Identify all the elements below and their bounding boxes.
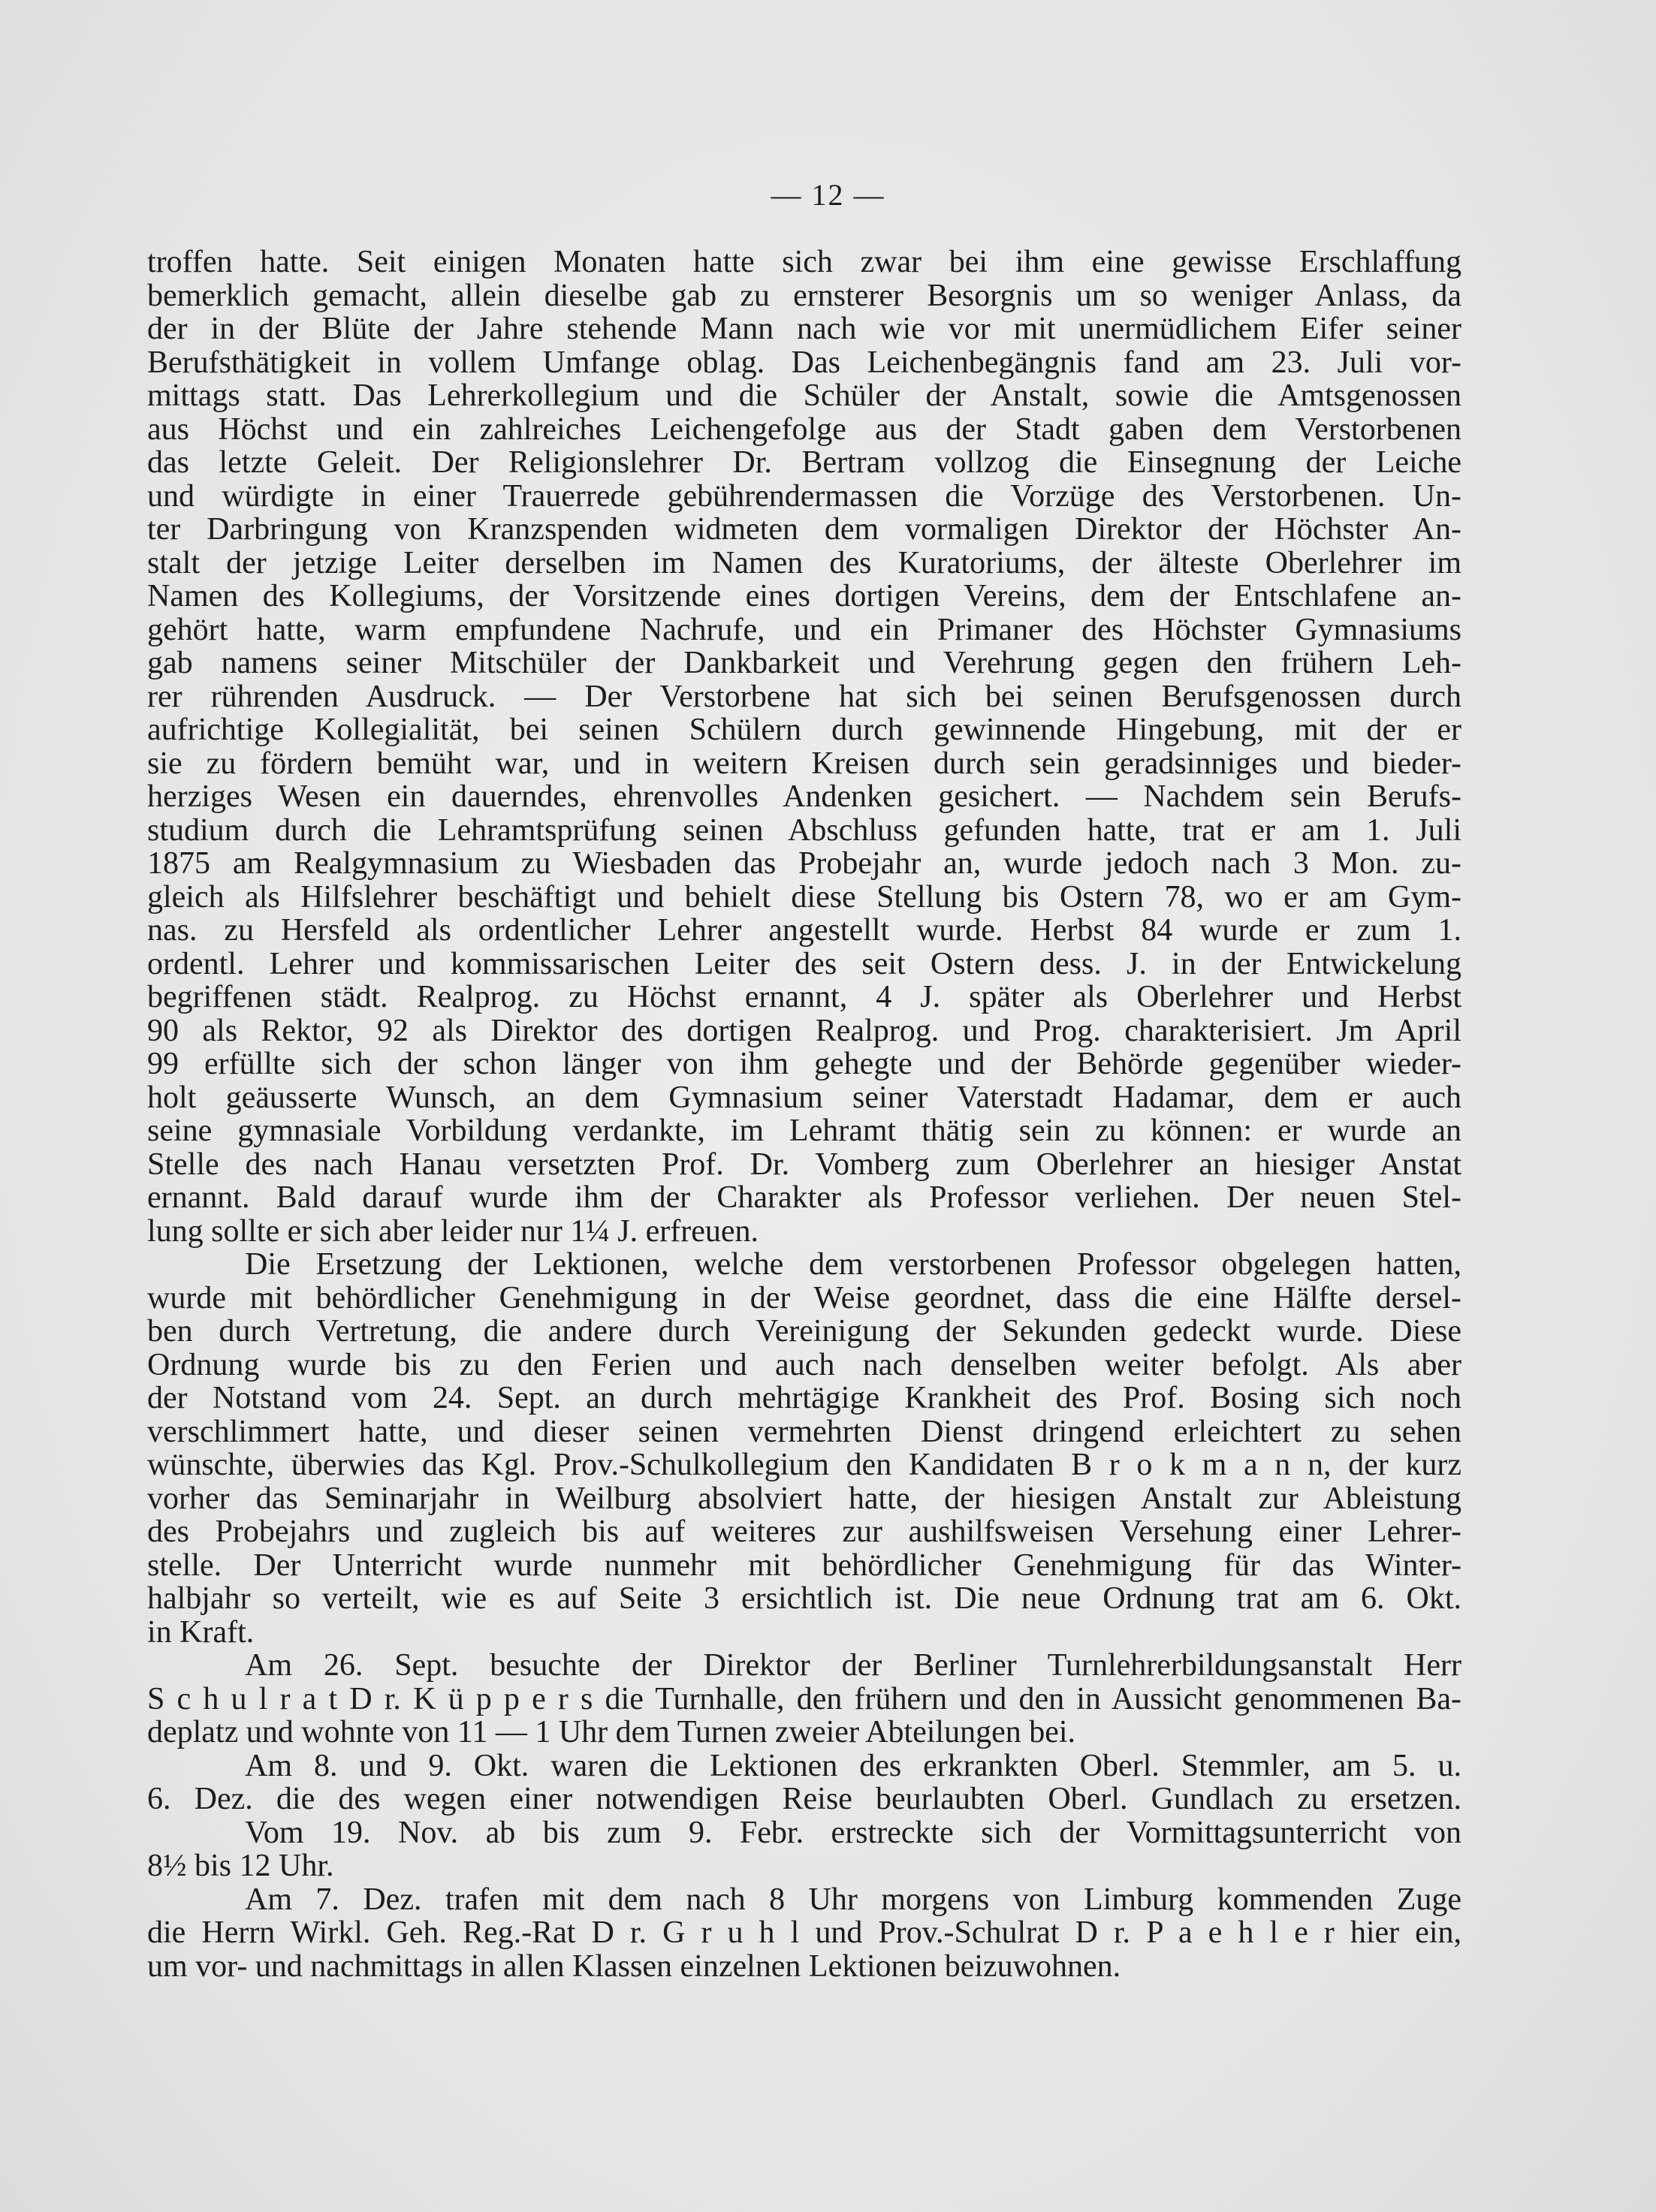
text-line: herziges Wesen ein dauerndes, ehrenvolles Andenken gesichert. — Nachdem sein Berufs-: [147, 779, 1461, 814]
text-line: mittags statt. Das Lehrerkollegium und die Schüler der Anstalt, sowie die Amtsgenossen: [147, 378, 1461, 413]
text-line: Am 8. und 9. Okt. waren die Lektionen des erkrankten Oberl. Stemmler, am 5. u.: [245, 1748, 1461, 1783]
text-line: 1875 am Realgymnasium zu Wiesbaden das Probejahr an, wurde jedoch nach 3 Mon. zu-: [147, 846, 1461, 881]
text-line: sie zu fördern bemüht war, und in weitern Kreisen durch sein geradsinniges und bieder-: [147, 746, 1461, 781]
text-line: wünschte, überwies das Kgl. Prov.-Schulkollegium den Kandidaten B r o k m a n n, der kurz: [147, 1448, 1461, 1482]
text-line: des Probejahrs und zugleich bis auf weiteres zur aushilfsweisen Versehung einer Lehrer-: [147, 1514, 1461, 1549]
text-line: verschlimmert hatte, und dieser seinen vermehrten Dienst dringend erleichtert zu sehen: [147, 1414, 1461, 1449]
text-line: wurde mit behördlicher Genehmigung in der Weise geordnet, dass die eine Hälfte dersel-: [147, 1280, 1461, 1315]
text-line: gehört hatte, warm empfundene Nachrufe, und ein Primaner des Höchster Gymnasiums: [147, 612, 1461, 647]
text-line: lung sollte er sich aber leider nur 1¼ J. erfreuen.: [147, 1213, 759, 1249]
text-line: der Notstand vom 24. Sept. an durch mehrtägige Krankheit des Prof. Bosing sich noch: [147, 1381, 1461, 1415]
text-line: studium durch die Lehramtsprüfung seinen Abschluss gefunden hatte, trat er am 1. Juli: [147, 812, 1461, 848]
text-line: troffen hatte. Seit einigen Monaten hatte sich zwar bei ihm eine gewisse Erschlaffung: [147, 245, 1461, 279]
text-line: Am 7. Dez. trafen mit dem nach 8 Uhr morgens von Limburg kommenden Zuge: [245, 1882, 1461, 1917]
text-line: um vor- und nachmittags in allen Klassen einzelnen Lektionen beizuwohnen.: [147, 1948, 1121, 1984]
text-line: begriffenen städt. Realprog. zu Höchst ernannt, 4 J. später als Oberlehrer und Herbst: [147, 980, 1461, 1014]
page-number: — 12 —: [771, 178, 885, 212]
text-line: vorher das Seminarjahr in Weilburg absolviert hatte, der hiesigen Anstalt zur Ableistung: [147, 1481, 1461, 1516]
text-line: stelle. Der Unterricht wurde nunmehr mit behördlicher Genehmigung für das Winter-: [147, 1547, 1461, 1583]
text-line: 8½ bis 12 Uhr.: [147, 1849, 334, 1883]
text-line: Stelle des nach Hanau versetzten Prof. Dr. Vomberg zum Oberlehrer an hiesiger Anstat: [147, 1147, 1461, 1182]
text-line: gleich als Hilfslehrer beschäftigt und behielt diese Stellung bis Ostern 78, wo er am Gym-: [147, 879, 1461, 915]
text-line: Berufsthätigkeit in vollem Umfange oblag. Das Leichenbegängnis fand am 23. Juli vor-: [147, 345, 1461, 380]
text-line: rer rührenden Ausdruck. — Der Verstorbene hat sich bei seinen Berufsgenossen durch: [147, 679, 1461, 714]
body-text: [147, 246, 1461, 1983]
text-line: ben durch Vertretung, die andere durch Vereinigung der Sekunden gedeckt wurde. Diese: [147, 1314, 1461, 1349]
text-line: und würdigte in einer Trauerrede gebührendermassen die Vorzüge des Verstorbenen. Un-: [147, 478, 1461, 514]
text-line: deplatz und wohnte von 11 — 1 Uhr dem Turnen zweier Abteilungen bei.: [147, 1715, 1076, 1749]
text-line: 90 als Rektor, 92 als Direktor des dortigen Realprog. und Prog. charakterisiert. Jm April: [147, 1013, 1461, 1048]
text-line: bemerklich gemacht, allein dieselbe gab zu ernsterer Besorgnis um so weniger Anlass, da: [147, 278, 1461, 313]
text-line: aus Höchst und ein zahlreiches Leichengefolge aus der Stadt gaben dem Verstorbenen: [147, 411, 1461, 447]
text-line: Die Ersetzung der Lektionen, welche dem verstorbenen Professor obgelegen hatten,: [245, 1247, 1461, 1282]
text-line: nas. zu Hersfeld als ordentlicher Lehrer angestellt wurde. Herbst 84 wurde er zum 1.: [147, 913, 1461, 948]
text-line: stalt der jetzige Leiter derselben im Namen des Kuratoriums, der älteste Oberlehrer im: [147, 545, 1461, 580]
text-line: ter Darbringung von Kranzspenden widmeten dem vormaligen Direktor der Höchster An-: [147, 512, 1461, 547]
text-line: aufrichtige Kollegialität, bei seinen Schülern durch gewinnende Hingebung, mit der er: [147, 713, 1461, 747]
text-line: ordentl. Lehrer und kommissarischen Leiter des seit Ostern dess. J. in der Entwickelung: [147, 946, 1461, 981]
text-line: ernannt. Bald darauf wurde ihm der Charakter als Professor verliehen. Der neuen Stel-: [147, 1180, 1461, 1215]
text-line: 99 erfüllte sich der schon länger von ihm gehegte und der Behörde gegenüber wieder-: [147, 1047, 1461, 1081]
text-line: seine gymnasiale Vorbildung verdankte, im Lehramt thätig sein zu können: er wurde an: [147, 1114, 1461, 1148]
text-line: holt geäusserte Wunsch, an dem Gymnasium seiner Vaterstadt Hadamar, dem er auch: [147, 1080, 1461, 1115]
text-line: Ordnung wurde bis zu den Ferien und auch nach denselben weiter befolgt. Als aber: [147, 1347, 1461, 1382]
text-line: Am 26. Sept. besuchte der Direktor der Berliner Turnlehrerbildungsanstalt Herr: [245, 1648, 1461, 1683]
text-line: Namen des Kollegiums, der Vorsitzende eines dortigen Vereins, dem der Entschlafene an-: [147, 579, 1461, 613]
text-line: halbjahr so verteilt, wie es auf Seite 3 ersichtlich ist. Die neue Ordnung trat am 6. Okt.: [147, 1581, 1461, 1616]
text-line: der in der Blüte der Jahre stehende Mann nach wie vor mit unermüdlichem Eifer seiner: [147, 312, 1461, 346]
text-line: das letzte Geleit. Der Religionslehrer Dr. Bertram vollzog die Einsegnung der Leiche: [147, 445, 1461, 480]
text-line: in Kraft.: [147, 1614, 255, 1650]
text-line: gab namens seiner Mitschüler der Dankbarkeit und Verehrung gegen den frühern Leh-: [147, 646, 1461, 680]
text-line: 6. Dez. die des wegen einer notwendigen Reise beurlaubten Oberl. Gundlach zu ersetzen.: [147, 1782, 1461, 1816]
text-line: S c h u l r a t D r. K ü p p e r s die Turnhalle, den frühern und den in Aussicht genommenen Ba-: [147, 1681, 1461, 1716]
text-line: die Herrn Wirkl. Geh. Reg.-Rat D r. G r u h l und Prov.-Schulrat D r. P a e h l e r hier ein,: [147, 1915, 1461, 1950]
text-line: Vom 19. Nov. ab bis zum 9. Febr. erstreckte sich der Vormittagsunterricht von: [245, 1815, 1461, 1850]
